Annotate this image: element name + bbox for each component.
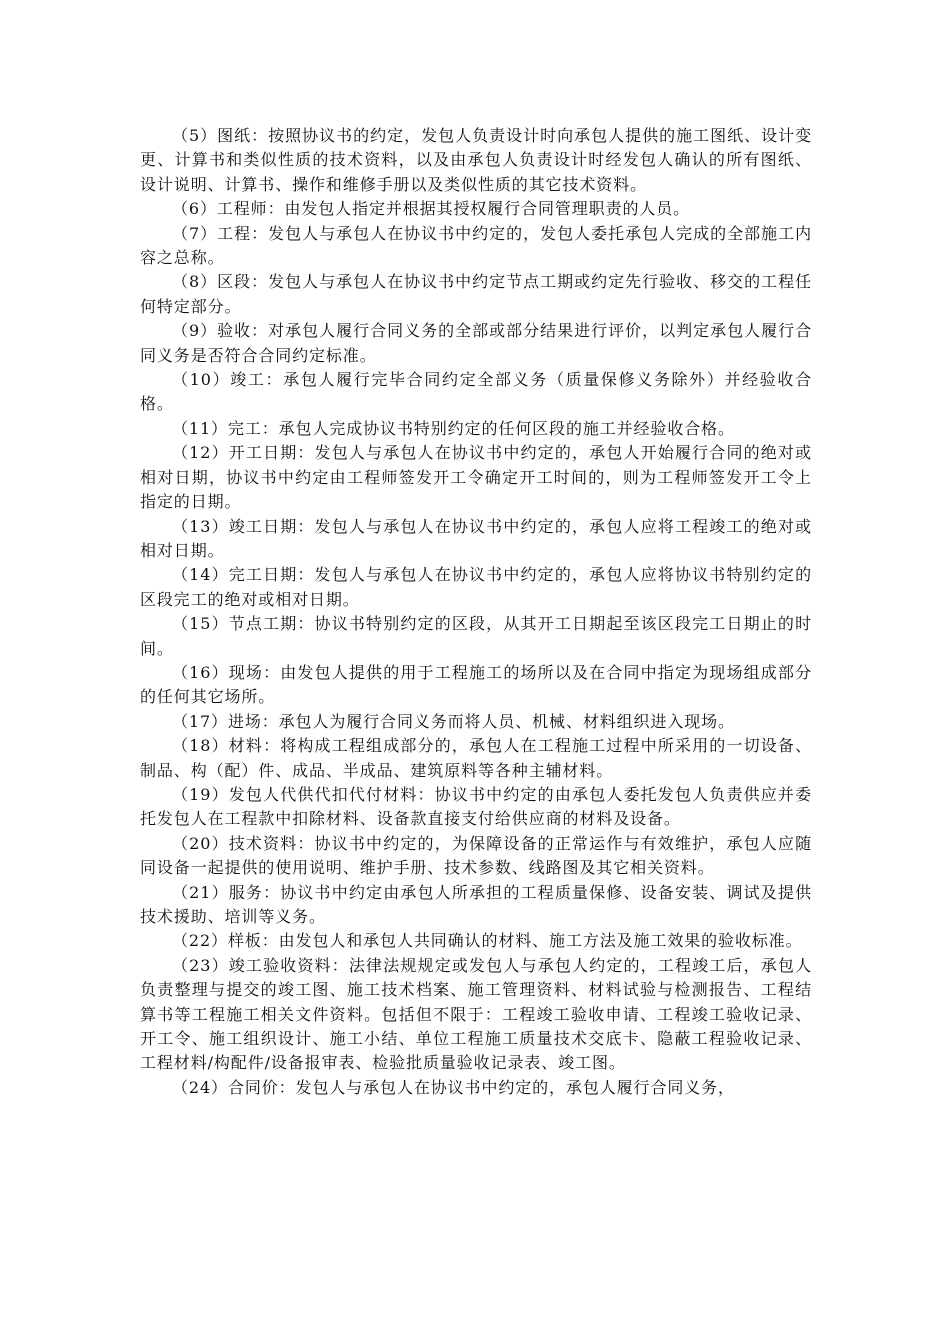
paragraph-14-section-completion-date: （14）完工日期：发包人与承包人在协议书中约定的，承包人应将协议书特别约定的区段完工的绝对或相对日期。 xyxy=(140,565,812,609)
paragraph-5-drawings: （5）图纸：按照协议书的约定，发包人负责设计时向承包人提供的施工图纸、设计变更、计算书和类似性质的技术资料，以及由承包人负责设计时经发包人确认的所有图纸、设计说明、计算书、操作和维修手册以及类似性质的其它技术资料。 xyxy=(140,126,812,194)
paragraph-22-sample: （22）样板：由发包人和承包人共同确认的材料、施工方法及施工效果的验收标准。 xyxy=(172,931,803,951)
paragraph-15-milestone-period: （15）节点工期：协议书特别约定的区段，从其开工日期起至该区段完工日期止的时间。 xyxy=(140,614,812,658)
paragraph-20-technical-documents: （20）技术资料：协议书中约定的，为保障设备的正常运作与有效维护，承包人应随同设备一起提供的使用说明、维护手册、技术参数、线路图及其它相关资料。 xyxy=(140,833,812,878)
paragraph-6-engineer: （6）工程师：由发包人指定并根据其授权履行合同管理职责的人员。 xyxy=(172,199,691,219)
paragraph-12-commencement-date: （12）开工日期：发包人与承包人在协议书中约定的，承包人开始履行合同的绝对或相对日期，协议书中约定由工程师签发开工令确定开工时间的，则为工程师签发开工令上指定的日期。 xyxy=(140,443,812,512)
paragraph-23-completion-documents: （23）竣工验收资料：法律法规规定或发包人与承包人约定的，工程竣工后，承包人负责整理与提交的竣工图、施工技术档案、施工管理资料、材料试验与检测报告、工程结算书等工程施工相关文件资料。包括但不限于：工程竣工验收申请、工程竣工验收记录、开工令、施工组织设计、施工小结、单位工程施工质量技术交底卡、隐蔽工程验收记录、工程材料/构配件/设备报审表、检验批质量验收记录表、竣工图。 xyxy=(140,955,812,1073)
document-body xyxy=(140,124,812,1100)
paragraph-19-employer-supplied-materials: （19）发包人代供代扣代付材料：协议书中约定的由承包人委托发包人负责供应并委托发包人在工程款中扣除材料、设备款直接支付给供应商的材料及设备。 xyxy=(140,784,812,829)
paragraph-11-section-completion: （11）完工：承包人完成协议书特别约定的任何区段的施工并经验收合格。 xyxy=(172,418,735,438)
paragraph-21-services: （21）服务：协议书中约定由承包人所承担的工程质量保修、设备安装、调试及提供技术援助、培训等义务。 xyxy=(140,882,812,926)
paragraph-9-acceptance: （9）验收：对承包人履行合同义务的全部或部分结果进行评价，以判定承包人履行合同义务是否符合合同约定标准。 xyxy=(140,321,812,365)
paragraph-17-mobilization: （17）进场：承包人为履行合同义务而将人员、机械、材料组织进入现场。 xyxy=(172,711,735,731)
paragraph-7-works: （7）工程：发包人与承包人在协议书中约定的，发包人委托承包人完成的全部施工内容之总称。 xyxy=(140,223,812,268)
paragraph-13-completion-date: （13）竣工日期：发包人与承包人在协议书中约定的，承包人应将工程竣工的绝对或相对日期。 xyxy=(140,516,812,560)
paragraph-8-section: （8）区段：发包人与承包人在协议书中约定节点工期或约定先行验收、移交的工程任何特定部分。 xyxy=(140,272,812,316)
paragraph-10-completion: （10）竣工：承包人履行完毕合同约定全部义务（质量保修义务除外）并经验收合格。 xyxy=(140,370,812,414)
paragraph-18-materials: （18）材料：将构成工程组成部分的，承包人在工程施工过程中所采用的一切设备、制品、构（配）件、成品、半成品、建筑原料等各种主辅材料。 xyxy=(140,736,812,780)
paragraph-24-contract-price: （24）合同价：发包人与承包人在协议书中约定的，承包人履行合同义务， xyxy=(172,1077,735,1097)
paragraph-16-site: （16）现场：由发包人提供的用于工程施工的场所以及在合同中指定为现场组成部分的任何其它场所。 xyxy=(140,662,812,707)
